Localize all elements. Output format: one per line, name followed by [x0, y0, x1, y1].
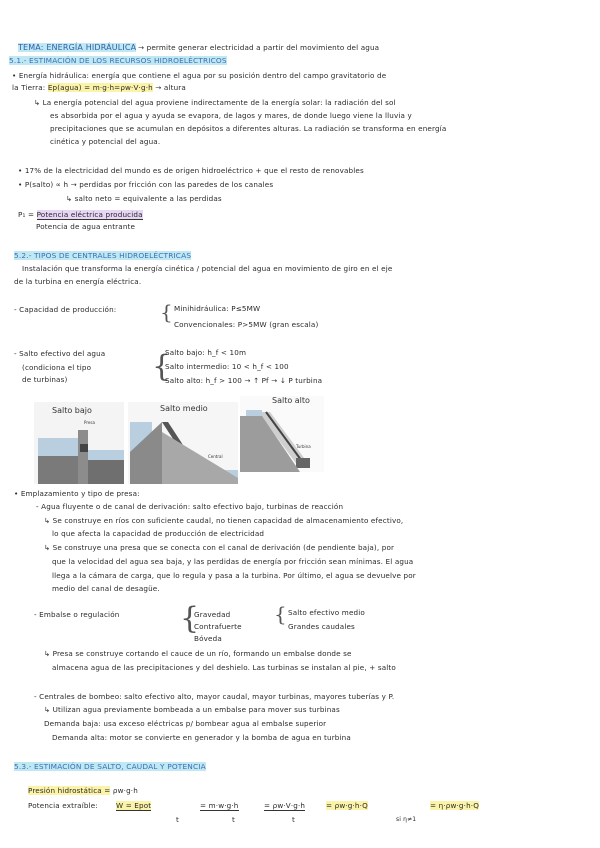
emp-line-8: medio del canal de desagüe.	[52, 584, 160, 593]
embalse-label: - Embalse o regulación	[34, 610, 120, 619]
figure-salto-medio	[128, 402, 238, 484]
embalse-contrafuerte: Contrafuerte	[194, 622, 242, 631]
embalse-boveda: Bóveda	[194, 634, 222, 643]
s52-intro-1: Instalación que transforma la energía cinética / potencial del agua en movimiento de giro en el eje	[22, 264, 393, 273]
formula-den-2: t	[232, 815, 235, 824]
embalse-line-1: ↳ Presa se construye cortando el cauce de un río, formando un embalse donde se	[44, 649, 352, 658]
bombeo-line-1: - Centrales de bombeo: salto efectivo alto, mayor caudal, mayor turbinas, mayores tuberías y P.	[34, 692, 395, 701]
fig-small-central: Central	[208, 454, 223, 459]
section-5-2-heading: 5.2.- TIPOS DE CENTRALES HIDROELÉCTRICAS	[14, 251, 192, 260]
section-5-1-heading: 5.1.- ESTIMACIÓN DE LOS RECURSOS HIDROELÉCTRICOS	[9, 56, 227, 65]
s52-intro-2: de la turbina en energía eléctrica.	[14, 277, 142, 286]
section-5-3-heading: 5.3.- ESTIMACIÓN DE SALTO, CAUDAL Y POTENCIA	[14, 762, 206, 771]
s51-line-10: P₁ = Potencia eléctrica producida	[18, 210, 143, 219]
salto-alto: Salto alto: h_f > 100 → ↑ Pf → ↓ P turbina	[165, 376, 323, 385]
s51-line-2: la Tierra: Ep(agua) = m·g·h=ρw·V·g·h → altura	[12, 83, 186, 92]
salto-alto-illustration	[240, 396, 324, 472]
figure-salto-alto	[240, 396, 324, 472]
embalse-salto-medio: Salto efectivo medio	[288, 608, 365, 617]
emp-line-5: ↳ Se construye una presa que se conecta con el canal de derivación (de pendiente baja), por	[44, 543, 395, 552]
s51-line-4: es absorbida por el agua y ayuda se evapora, de lagos y mares, de donde luego viene la lluvia y	[50, 111, 412, 120]
potencia-label: Potencia extraíble:	[28, 801, 98, 810]
emp-line-4: lo que afecta la capacidad de producción de electricidad	[52, 529, 265, 538]
formula-rhovgh: = ρw·V·g·h	[264, 801, 306, 810]
embalse-brace-2: {	[274, 602, 287, 626]
formula-eta-note: si η≠1	[396, 816, 417, 823]
embalse-line-2: almacena agua de las precipitaciones y del deshielo. Las turbinas se instalan al pie, + salto	[52, 663, 396, 672]
formula-rhoghq: = ρw·g·h·Q	[326, 801, 368, 810]
s51-line-1: • Energía hidráulica: energía que contiene el agua por su posición dentro del campo gravitatorio de	[12, 71, 387, 80]
salto-label-1: - Salto efectivo del agua	[14, 349, 106, 358]
fig-small-turbina: Turbina	[296, 444, 311, 449]
bombeo-line-4: Demanda alta: motor se convierte en generador y la bomba de agua en turbina	[52, 733, 351, 742]
page-title: TEMA: ENERGÍA HIDRÁULICA	[18, 43, 137, 52]
fig-label-bajo: Salto bajo	[52, 406, 92, 415]
fig-small-presa: Presa	[84, 420, 95, 425]
salto-medio-illustration	[128, 402, 238, 484]
s51-line-7: • 17% de la electricidad del mundo es de origen hidroeléctrico + que el resto de renovables	[18, 166, 364, 175]
salto-label-2: (condiciona el tipo	[22, 363, 92, 372]
capacity-conv: Convencionales: P>5MW (gran escala)	[174, 320, 319, 329]
ep-formula: Ep(agua) = m·g·h=ρw·V·g·h	[47, 83, 153, 92]
s51-line-3: ↳ La energía potencial del agua proviene indirectamente de la energía solar: la radiación del sol	[34, 98, 396, 107]
formula-w-epot: W = Epot	[116, 801, 152, 810]
capacity-label: - Capacidad de producción:	[14, 305, 117, 314]
salto-intermedio: Salto intermedio: 10 < h_f < 100	[165, 362, 289, 371]
salto-bajo: Salto bajo: h_f < 10m	[165, 348, 247, 357]
emp-line-6: que la velocidad del agua sea baja, y las perdidas de energía por fricción sean mínimas. El agua	[52, 557, 414, 566]
s51-line-5: precipitaciones que se acumulan en depósitos a diferentes alturas. La radiación se transforma en energía	[50, 124, 447, 133]
efficiency-numerator: Potencia eléctrica producida	[36, 210, 143, 219]
capacity-mini: Minihidráulica: P≤5MW	[174, 304, 261, 313]
formula-den-3: t	[292, 815, 295, 824]
emp-line-7: llega a la cámara de carga, que lo regula y pasa a la turbina. Por último, el agua se devuelve por	[52, 571, 416, 580]
emp-line-1: • Emplazamiento y tipo de presa:	[14, 489, 140, 498]
salto-brace: {	[152, 349, 172, 384]
s51-line-8: • P(salto) ∝ h → perdidas por fricción con las paredes de los canales	[18, 180, 274, 189]
presion-hidrostatica: Presión hidrostática = ρw·g·h	[28, 786, 138, 795]
salto-label-3: de turbinas)	[22, 375, 68, 384]
formula-mwgh: = m·w·g·h	[200, 801, 239, 810]
formula-eta: = η·ρw·g·h·Q	[430, 801, 480, 810]
emp-line-3: ↳ Se construye en ríos con suficiente caudal, no tienen capacidad de almacenamiento efectivo,	[44, 516, 404, 525]
bombeo-line-3: Demanda baja: usa exceso eléctricas p/ bombear agua al embalse superior	[44, 719, 327, 728]
fig-label-alto: Salto alto	[272, 396, 310, 405]
formula-den-1: t	[176, 815, 179, 824]
figure-salto-bajo	[34, 402, 124, 484]
capacity-brace: {	[160, 300, 173, 324]
embalse-brace-1: {	[180, 601, 200, 636]
efficiency-denominator: Potencia de agua entrante	[36, 222, 136, 231]
embalse-grandes-caudales: Grandes caudales	[288, 622, 355, 631]
s51-line-9: ↳ salto neto = equivalente a las perdidas	[66, 194, 222, 203]
title-suffix: → permite generar electricidad a partir del movimiento del agua	[138, 43, 380, 52]
fig-label-medio: Salto medio	[160, 404, 208, 413]
embalse-gravedad: Gravedad	[194, 610, 231, 619]
bombeo-line-2: ↳ Utilizan agua previamente bombeada a un embalse para mover sus turbinas	[44, 705, 340, 714]
s51-line-6: cinética y potencial del agua.	[50, 137, 161, 146]
emp-line-2: - Agua fluyente o de canal de derivación: salto efectivo bajo, turbinas de reacción	[36, 502, 344, 511]
